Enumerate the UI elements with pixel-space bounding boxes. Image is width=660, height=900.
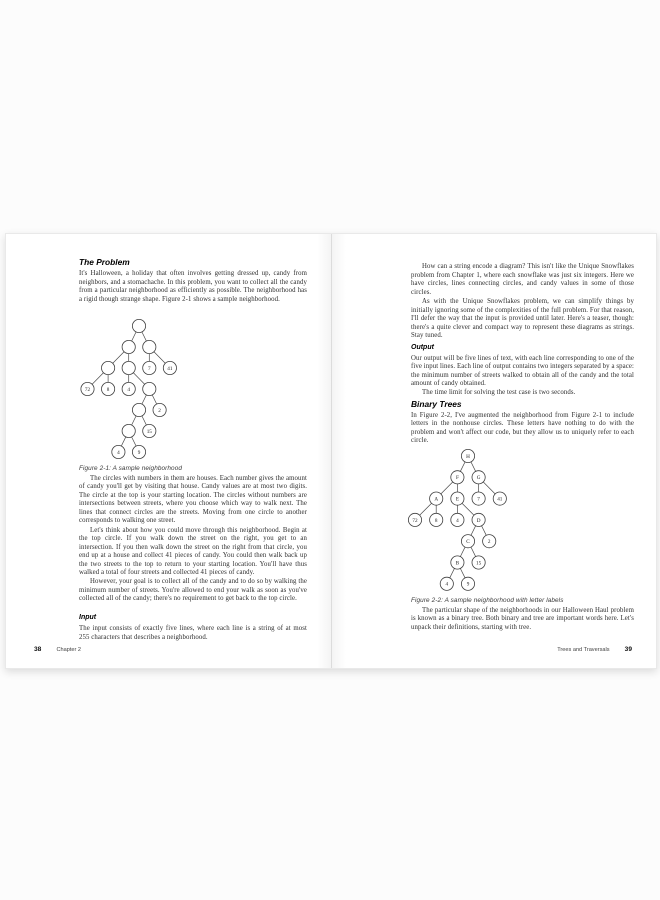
tree-node-label: 72 <box>84 386 91 393</box>
tree-node-label: 2 <box>158 407 161 414</box>
tree-node-label: 72 <box>412 517 418 524</box>
tree-node-label: C <box>466 539 470 546</box>
tree-node-intersection <box>132 403 145 416</box>
tree-node-label: H <box>466 453 470 460</box>
tree-node-label: F <box>455 475 459 482</box>
tree-node-label: 4 <box>127 386 130 393</box>
tree-node-label: 8 <box>434 517 438 524</box>
figure-caption: Figure 2-1: A sample neighborhood <box>79 465 183 472</box>
tree-node-label: 41 <box>497 496 503 503</box>
paragraph: However, your goal is to collect all of the candy and to do so by walking the minimum number of streets. You're allowed to end your walk as soon as you've collected all of the candy; there's no requirement to get back to the top circle. <box>79 578 307 603</box>
tree-node-intersection <box>143 382 156 395</box>
tree-node-intersection <box>132 319 145 332</box>
right-page <box>331 234 656 668</box>
tree-node-label: 8 <box>106 386 110 393</box>
tree-node-label: 9 <box>466 581 470 588</box>
tree-node-label: 15 <box>476 560 482 567</box>
paragraph: The time limit for solving the test case is two seconds. <box>422 389 576 396</box>
paragraph: It's Halloween, a holiday that often involves getting dressed up, candy from neighbors, and a stomachache. In this problem, you want to collect all the candy from a particular neighborhood as efficiently as possible. The neighborhood has a rigid though strange shape. Figure 2-1 shows a sample neighborhood. <box>79 270 307 303</box>
paragraph: The input consists of exactly five lines, where each line is a string of at most 255 characters that describes a neighborhood. <box>79 625 307 641</box>
figure-2-2-tree-diagram <box>332 448 656 592</box>
right-page-footer <box>557 646 632 653</box>
tree-node-label: 9 <box>137 449 141 456</box>
tree-node-label: G <box>476 475 481 482</box>
subsection-heading-output: Output <box>411 343 434 351</box>
paragraph: The circles with numbers in them are houses. Each number gives the amount of candy you'll get by visiting that house. Candy values are at most two digits. The circle at the top is your starting location. The circles without numbers are intersections between streets, where you choose which way to walk next. The lines that connect circles are the streets. Moving from one circle to another corresponds to walking one street. <box>79 474 307 525</box>
tree-node-label: E <box>455 496 459 503</box>
tree-node-label: 41 <box>167 365 173 372</box>
paragraph: As with the Unique Snowflakes problem, we can simplify things by initially ignoring some of the complexities of the full problem. For that reason, I'll defer the way that the input is provided until later. Here's a teaser, though: there's a quite clever and compact way to represent these diagrams as strings. Stay tuned. <box>411 298 634 340</box>
tree-node-label: 4 <box>117 449 120 456</box>
paragraph: The particular shape of the neighborhoods in our Halloween Haul problem is known as a binary tree. Both binary and tree are important words here. Let's unpack their definitions, starting with tree. <box>411 606 634 631</box>
page-number: 38 <box>34 646 42 653</box>
section-heading-the-problem: The Problem <box>79 257 130 267</box>
tree-node-label: 7 <box>148 365 151 372</box>
section-heading-binary-trees: Binary Trees <box>411 398 462 409</box>
tree-node-label: 2 <box>487 539 491 546</box>
left-page-footer <box>34 646 81 653</box>
running-footer-label: Trees and Traversals <box>557 647 610 653</box>
tree-node-intersection <box>122 340 135 353</box>
tree-node-intersection <box>143 340 156 353</box>
tree-node-label: 15 <box>146 428 152 435</box>
book-spread <box>5 233 657 669</box>
tree-node-label: 7 <box>477 496 480 503</box>
tree-node-label: D <box>476 517 481 524</box>
paragraph: Our output will be five lines of text, with each line corresponding to one of the five input lines. Each line of output contains two integers separated by a space: the minimum number of streets walked to obtain all of the candy and the total amount of candy obtained. <box>411 354 634 388</box>
left-page <box>6 234 331 668</box>
paragraph: Let's think about how you could move through this neighborhood. Begin at the top circle. If you walk down the street on the right, you get to an intersection. If you then walk down the street on the right from that circle, you end up at a house and collect 41 pieces of candy. You could then walk back up the two streets to the top to return to your starting location. You'll have thus walked a total of four streets and collected 41 pieces of candy. <box>79 526 307 577</box>
tree-node-label: B <box>455 560 460 567</box>
figure-caption: Figure 2-2: A sample neighborhood with letter labels <box>411 597 564 604</box>
subsection-heading-input: Input <box>79 614 97 621</box>
running-footer-label: Chapter 2 <box>56 647 82 653</box>
tree-node-label: 4 <box>445 581 449 588</box>
page-number: 39 <box>624 646 632 653</box>
figure-2-1-tree-diagram <box>6 318 331 462</box>
tree-node-intersection <box>122 424 135 437</box>
tree-node-label: 4 <box>456 517 459 524</box>
tree-node-label: A <box>434 496 439 503</box>
paragraph: How can a string encode a diagram? This isn't like the Unique Snowflakes problem from Chapter 1, where each snowflake was just six integers. Here we have circles, lines connecting circles, and candy values in some of those circles. <box>411 263 634 296</box>
paragraph: In Figure 2-2, I've augmented the neighborhood from Figure 2-1 to include letters in the nonhouse circles. These letters have nothing to do with the problem and won't affect our code, but they allow us to uniquely refer to each circle. <box>411 411 634 445</box>
tree-node-intersection <box>102 361 115 374</box>
tree-node-intersection <box>122 361 135 374</box>
